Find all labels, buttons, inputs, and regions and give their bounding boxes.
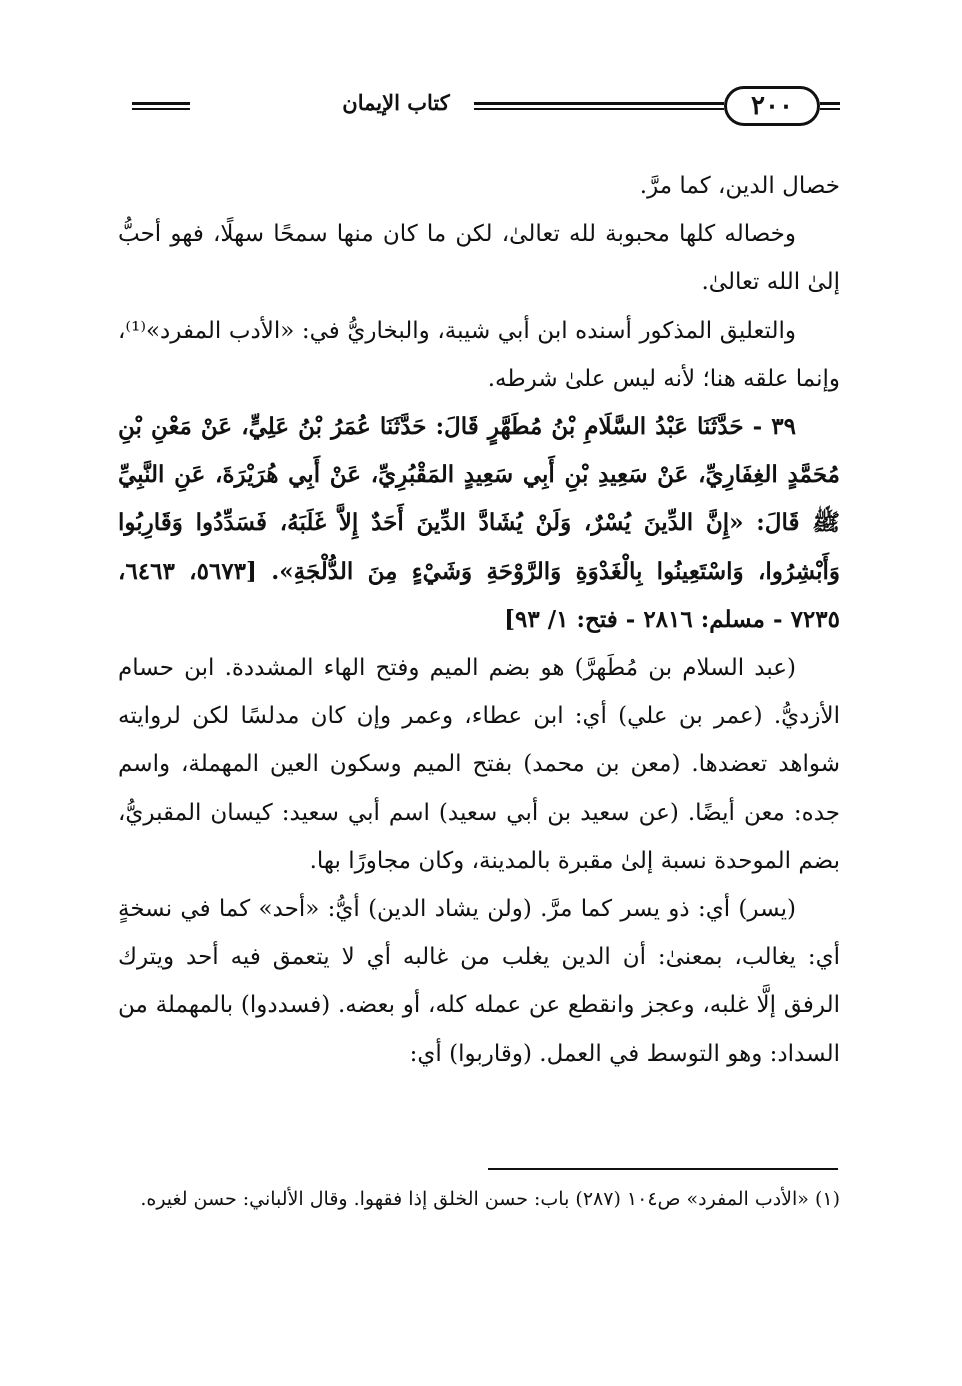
paragraph-2: وخصاله كلها محبوبة لله تعالىٰ، لكن ما كان منها سمحًا سهلًا، فهو أحبُّ إلىٰ الله تعالىٰ. (118, 221, 840, 296)
footnotes (126, 1180, 840, 1218)
header-rule-right (820, 102, 840, 110)
page-header (128, 86, 840, 136)
hadith-39: ٣٩ - حَدَّثَنَا عَبْدُ السَّلَامِ بْنُ مُطَهَّرٍ قَالَ: حَدَّثَنَا عُمَرُ بْنُ عَلِيٍّ، عَنْ مَعْنِ بْنِ مُحَمَّدٍ الغِفَارِيِّ، عَنْ سَعِيدِ بْنِ أَبِي سَعِيدٍ المَقْبُرِيِّ، عَنْ أَبِي هُرَيْرَةَ، عَنِ النَّبِيِّ ﷺ قَالَ: «إِنَّ الدِّينَ يُسْرٌ، وَلَنْ يُشَادَّ الدِّينَ أَحَدٌ إِلاَّ غَلَبَهُ، فَسَدِّدُوا وَقَارِبُوا وَأَبْشِرُوا، وَاسْتَعِينُوا بِالْغَدْوَةِ وَالرَّوْحَةِ وَشَيْءٍ مِنَ الدُّلْجَةِ». [٥٦٧٣، ٦٤٦٣، ٧٢٣٥ - مسلم: ٢٨١٦ - فتح: ١/ ٩٣] (118, 413, 840, 633)
book-title: كتاب الإيمان (342, 90, 450, 115)
paragraph-5: (يسر) أي: ذو يسر كما مرَّ. (ولن يشاد الدين) أيُّ: «أحد» كما في نسخةٍ أي: يغالب، بمعنىٰ: أن الدين يغلب من غالبه أي لا يتعمق فيه أحد ويترك الرفق إلَّا غلبه، وعجز وانقطع عن عمله كله، أو بعضه. (فسددوا) بالمهملة من السداد: وهو التوسط في العمل. (وقاربوا) أي: (118, 896, 841, 1067)
page-number: ٢٠٠ (724, 86, 820, 126)
footnote-1: (١) «الأدب المفرد» ص١٠٤ (٢٨٧) باب: حسن الخلق إذا فقهوا. وقال الألباني: حسن لغيره. (140, 1188, 840, 1210)
paragraph-3: والتعليق المذكور أسنده ابن أبي شيبة، والبخاريُّ في: «الأدب المفرد»⁽¹⁾، وإنما علقه هنا؛ لأنه ليس علىٰ شرطه. (118, 317, 840, 392)
header-rule-middle (474, 102, 724, 110)
paragraph-4: (عبد السلام بن مُطَهرَّ) هو بضم الميم وفتح الهاء المشددة. ابن حسام الأزديُّ. (عمر بن علي) أي: ابن عطاء، وعمر وإن كان مدلسًا لكن لروايته شواهد تعضدها. (معن بن محمد) بفتح الميم وسكون العين المهملة، واسم جده: معن أيضًا. (عن سعيد بن أبي سعيد) اسم أبي سعيد: كيسان المقبريُّ، بضم الموحدة نسبة إلىٰ مقبرة بالمدينة، وكان مجاورًا بها. (118, 655, 840, 874)
header-rule-left (132, 102, 190, 110)
footnote-separator (488, 1168, 838, 1170)
main-text (118, 162, 840, 1078)
paragraph-1: خصال الدين، كما مرَّ. (639, 173, 840, 199)
